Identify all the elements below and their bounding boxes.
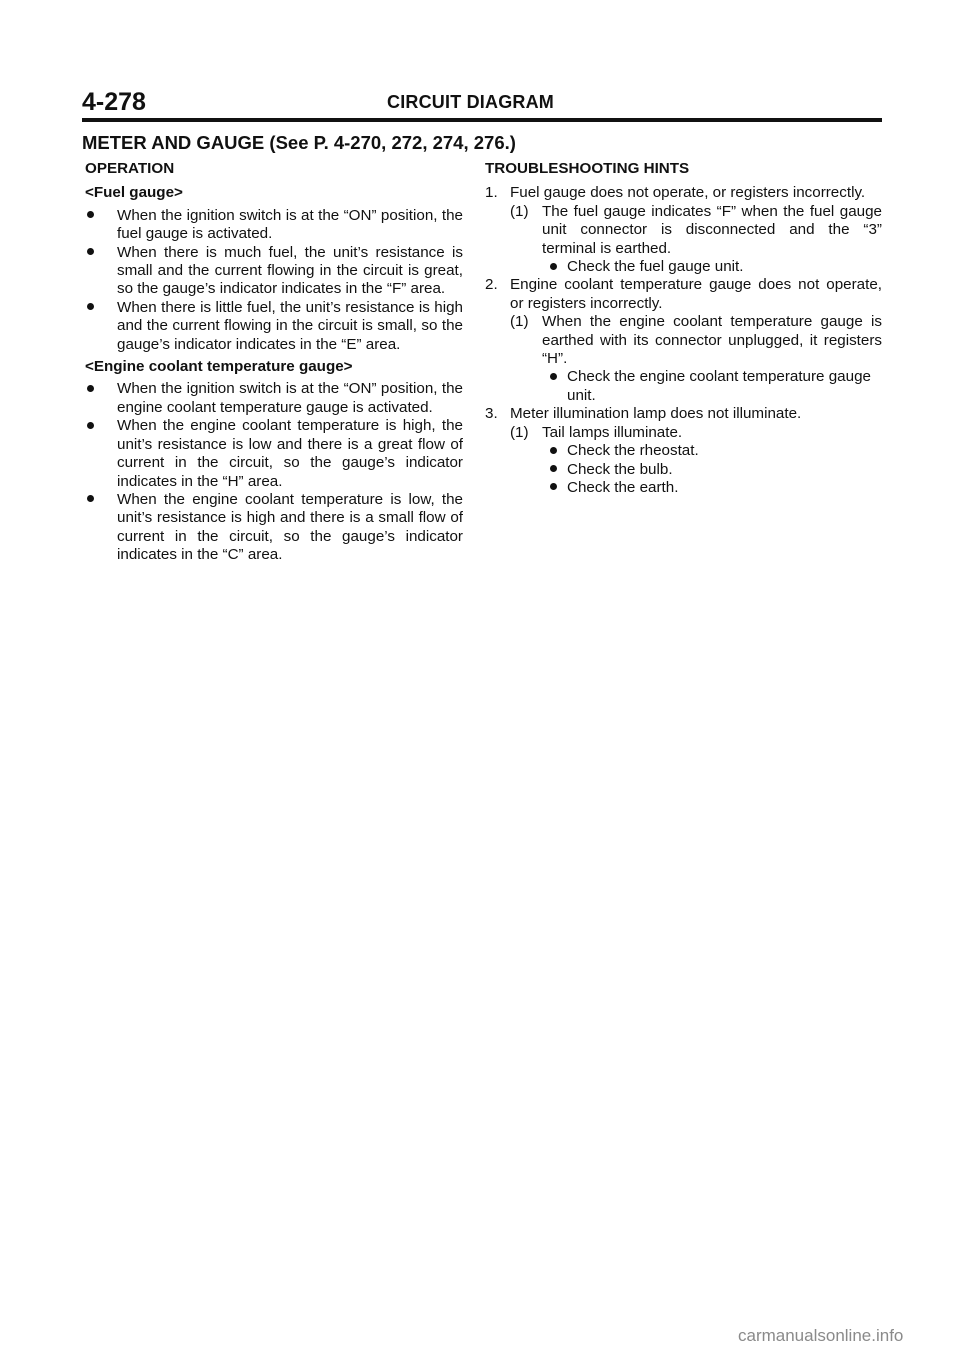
bullet-icon [85,380,117,417]
list-item [85,207,463,244]
operation-column [85,160,463,569]
step-text: Tail lamps illuminate. [542,423,683,441]
list-item [85,299,463,354]
check-text: Check the earth. [567,478,679,496]
troubleshooting-column [485,160,882,497]
check-item [542,479,882,497]
hint-number: 2. [485,276,498,294]
step-text: The fuel gauge indicates “F” when the fuel gauge unit connector is disconnected and the “3” terminal is earthed. [542,202,882,257]
check-item [542,461,882,479]
list-item [85,491,463,565]
check-item [542,442,882,460]
step-number: (1) [510,423,529,441]
coolant-gauge-bullets [85,380,463,564]
operation-heading: OPERATION [85,160,175,177]
check-item [542,258,882,276]
list-item [85,244,463,299]
hint-item [485,276,882,405]
bullet-text: When the ignition switch is at the “ON” position, the engine coolant temperature gauge is activated. [117,380,463,416]
step-text: When the engine coolant temperature gauge is earthed with its connector unplugged, it registers “H”. [542,313,882,368]
page-number: 4-278 [82,88,146,116]
hint-item [485,184,882,276]
section-title: METER AND GAUGE (See P. 4-270, 272, 274, 276.) [82,132,516,153]
hint-step [510,424,882,498]
bullet-icon [542,368,567,405]
bullet-icon [542,461,567,479]
bullet-icon [542,479,567,497]
list-item [85,380,463,417]
watermark: carmanualsonline.info [738,1326,904,1345]
fuel-gauge-heading: <Fuel gauge> [85,184,183,202]
bullet-text: When there is much fuel, the unit’s resistance is small and the current flowing in the circuit is great, so the gauge’s indicator indicates in the “F” area. [117,243,463,298]
page-header [82,88,882,118]
list-item [85,417,463,491]
hint-text: Meter illumination lamp does not illuminate. [510,405,802,423]
troubleshooting-heading: TROUBLESHOOTING HINTS [485,160,690,177]
bullet-text: When the engine coolant temperature is low, the unit’s resistance is high and there is a small flow of current in the circuit, so the gauge’s indicator indicates in the “C” area. [117,490,463,564]
hint-step [510,313,882,405]
bullet-icon [542,442,567,460]
hint-number: 1. [485,184,498,202]
bullet-text: When there is little fuel, the unit’s resistance is high and the current flowing in the circuit is small, so the gauge’s indicator indicates in the “E” area. [117,298,463,353]
bullet-icon [85,207,117,244]
header-rule [82,118,882,122]
bullet-icon [85,244,117,299]
check-item [542,368,882,405]
step-number: (1) [510,313,529,331]
bullet-icon [85,491,117,565]
coolant-gauge-heading: <Engine coolant temperature gauge> [85,358,353,376]
bullet-icon [542,258,567,276]
check-text: Check the engine coolant temperature gauge unit. [567,368,871,404]
hint-text: Engine coolant temperature gauge does not operate, or registers incorrectly. [510,276,882,312]
step-number: (1) [510,202,529,220]
hint-number: 3. [485,405,498,423]
bullet-icon [85,417,117,491]
bullet-text: When the ignition switch is at the “ON” position, the fuel gauge is activated. [117,206,463,243]
fuel-gauge-bullets [85,207,463,354]
check-text: Check the fuel gauge unit. [567,258,744,276]
check-text: Check the bulb. [567,460,673,478]
bullet-text: When the engine coolant temperature is high, the unit’s resistance is low and there is a great flow of current in the circuit, so the gauge’s indicator indicates in the “H” area. [117,417,463,490]
hint-text: Fuel gauge does not operate, or registers incorrectly. [510,184,866,202]
check-text: Check the rheostat. [567,442,699,460]
hint-step [510,203,882,277]
hint-item [485,405,882,497]
bullet-icon [85,299,117,354]
header-title: CIRCUIT DIAGRAM [387,92,554,112]
